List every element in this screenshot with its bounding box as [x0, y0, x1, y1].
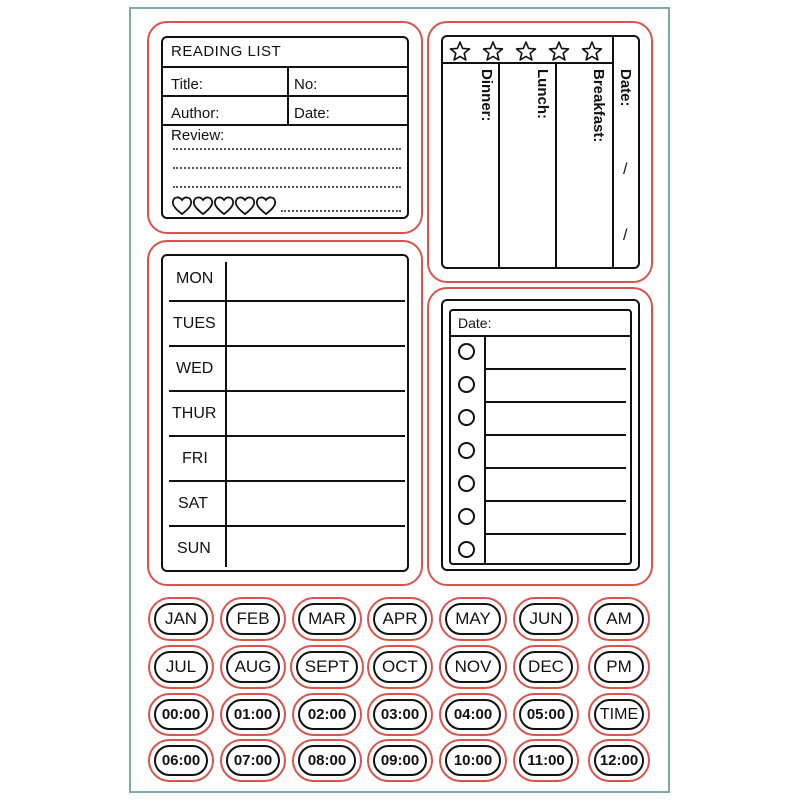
tag-label: 02:00 [307, 706, 347, 723]
checklist-inner-frame [449, 309, 632, 565]
divider [555, 62, 557, 269]
hour-tag-1200 [588, 739, 650, 782]
tag-frame [519, 651, 573, 683]
tag-frame [373, 651, 427, 683]
checkbox-circle-icon [458, 541, 475, 558]
month-tag-oct [367, 645, 433, 689]
date-slash: / [623, 227, 628, 244]
tag-label: 00:00 [161, 706, 201, 723]
tag-label: 03:00 [380, 706, 420, 723]
month-tag-may [439, 597, 507, 641]
hour-tag-0300 [367, 693, 433, 736]
dotted-line [281, 210, 401, 212]
tag-label: MAY [455, 609, 491, 628]
lunch-column-label: Lunch: [534, 69, 551, 119]
tag-label: 04:00 [453, 706, 493, 723]
hour-tag-0600 [148, 739, 214, 782]
time-tag-am [588, 597, 650, 641]
tag-label: AUG [234, 657, 272, 676]
divider [163, 66, 409, 68]
tag-label: NOV [454, 657, 492, 676]
hour-tag-0700 [220, 739, 286, 782]
tag-frame [373, 603, 427, 635]
divider [443, 62, 612, 64]
day-label-sun: SUN [177, 540, 211, 557]
divider [484, 467, 626, 469]
star-icon [484, 42, 503, 60]
dinner-column-label: Dinner: [478, 69, 495, 122]
tag-frame [373, 699, 427, 730]
divider [225, 262, 227, 567]
tag-frame [226, 651, 280, 683]
heart-icon [194, 197, 212, 214]
tag-label: 09:00 [380, 752, 420, 769]
tag-frame [298, 699, 356, 730]
checkbox-circle-icon [458, 508, 475, 525]
tag-label: TIME [599, 705, 639, 723]
dotted-line [173, 148, 401, 150]
month-tag-dec [513, 645, 579, 689]
tag-frame [519, 745, 573, 776]
tag-frame [154, 699, 208, 730]
checklist-card [441, 299, 640, 571]
hour-tag-0100 [220, 693, 286, 736]
review-label: Review: [171, 127, 225, 144]
tag-label: JAN [164, 609, 198, 628]
tag-frame [445, 651, 501, 683]
time-tag-pm [588, 645, 650, 689]
tag-label: OCT [382, 657, 418, 676]
tag-frame [373, 745, 427, 776]
heart-rating [171, 195, 279, 217]
heart-icon [173, 197, 191, 214]
date-slash: / [623, 161, 628, 178]
tag-frame [519, 699, 573, 730]
hour-tag-0500 [513, 693, 579, 736]
checkbox-circle-icon [458, 409, 475, 426]
tag-label: FEB [236, 609, 270, 628]
day-label-sat: SAT [178, 495, 208, 512]
day-label-tues: TUES [173, 315, 216, 332]
day-label-fri: FRI [182, 450, 208, 467]
tag-frame [594, 745, 644, 776]
month-tag-jul [148, 645, 214, 689]
month-tag-apr [367, 597, 433, 641]
tag-label: SEPT [304, 657, 350, 676]
hour-tag-0200 [292, 693, 362, 736]
checkbox-circle-icon [458, 376, 475, 393]
date-column-label: Date: [617, 69, 634, 107]
tag-frame [445, 603, 501, 635]
tag-frame [594, 651, 644, 683]
hour-tag-1100 [513, 739, 579, 782]
day-label-thur: THUR [172, 405, 217, 422]
hour-tag-1000 [439, 739, 507, 782]
checkbox-circle-icon [458, 475, 475, 492]
checkbox-circle-icon [458, 442, 475, 459]
month-tag-feb [220, 597, 286, 641]
star-icon [583, 42, 602, 60]
reading-list-title: READING LIST [171, 43, 282, 60]
month-tag-jan [148, 597, 214, 641]
tag-frame [226, 603, 280, 635]
time-label-tag [588, 693, 650, 736]
divider [169, 525, 405, 527]
divider [484, 533, 626, 535]
checkbox-circle-icon [458, 343, 475, 360]
star-icon [550, 42, 569, 60]
tag-frame [226, 745, 280, 776]
divider [169, 345, 405, 347]
tag-label: JUN [529, 609, 563, 628]
title-label: Title: [171, 76, 203, 93]
hour-tag-0800 [292, 739, 362, 782]
author-label: Author: [171, 105, 220, 122]
divider [612, 37, 614, 269]
divider [451, 335, 630, 337]
tag-label: 07:00 [233, 752, 273, 769]
tag-label: 08:00 [307, 752, 347, 769]
divider [498, 62, 500, 269]
divider [484, 500, 626, 502]
tag-frame [154, 603, 208, 635]
divider [484, 401, 626, 403]
dotted-line [173, 167, 401, 169]
weekly-planner-card [161, 254, 409, 572]
month-tag-mar [292, 597, 362, 641]
month-tag-aug [220, 645, 286, 689]
hour-tag-0000 [148, 693, 214, 736]
tag-label: 12:00 [599, 752, 639, 769]
divider [169, 390, 405, 392]
day-label-mon: MON [176, 270, 214, 287]
star-row [449, 40, 609, 62]
date-label: Date: [294, 105, 330, 122]
tag-frame [154, 745, 208, 776]
tag-label: JUL [165, 657, 197, 676]
heart-icon [215, 197, 233, 214]
divider [484, 368, 626, 370]
divider [163, 95, 409, 97]
heart-icon [236, 197, 254, 214]
tag-label: 05:00 [526, 706, 566, 723]
reading-list-card [161, 36, 409, 219]
heart-icon [257, 197, 275, 214]
tag-frame [296, 651, 358, 683]
meal-planner-card [441, 35, 640, 269]
tag-label: PM [606, 657, 632, 676]
day-label-wed: WED [176, 360, 214, 377]
tag-frame [594, 699, 644, 730]
tag-label: DEC [528, 657, 564, 676]
tag-frame [298, 603, 356, 635]
tag-frame [594, 603, 644, 635]
divider [169, 480, 405, 482]
tag-label: 11:00 [527, 752, 565, 769]
tag-label: 06:00 [161, 752, 201, 769]
divider [484, 434, 626, 436]
month-tag-sept [290, 645, 364, 689]
tag-label: AM [606, 609, 632, 628]
star-icon [517, 42, 536, 60]
tag-frame [154, 651, 208, 683]
hour-tag-0400 [439, 693, 507, 736]
tag-frame [445, 699, 501, 730]
star-icon [451, 42, 470, 60]
month-tag-nov [439, 645, 507, 689]
tag-label: 01:00 [233, 706, 273, 723]
divider [169, 300, 405, 302]
tag-frame [226, 699, 280, 730]
tag-frame [519, 603, 573, 635]
tag-label: MAR [308, 609, 346, 628]
hour-tag-0900 [367, 739, 433, 782]
tag-frame [445, 745, 501, 776]
tag-label: 10:00 [453, 752, 493, 769]
month-tag-jun [513, 597, 579, 641]
checklist-date-label: Date: [458, 315, 492, 331]
divider [169, 435, 405, 437]
breakfast-column-label: Breakfast: [590, 69, 607, 143]
divider [163, 124, 409, 126]
dotted-line [173, 186, 401, 188]
tag-label: APR [382, 609, 418, 628]
tag-frame [298, 745, 356, 776]
no-label: No: [294, 76, 318, 93]
